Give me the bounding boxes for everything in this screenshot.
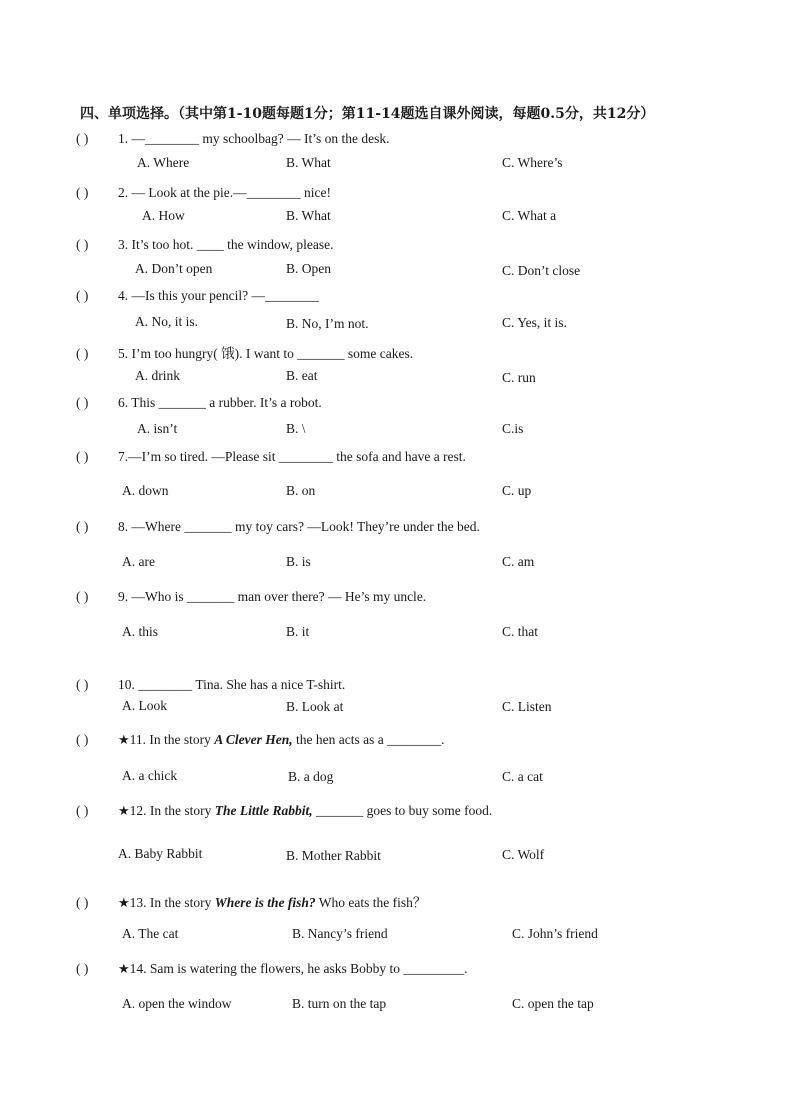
q11-option-b[interactable]: B. a dog bbox=[288, 769, 334, 784]
q2-option-c[interactable]: C. What a bbox=[502, 208, 557, 223]
question-4: ( ) 4. —Is this your pencil? —________ bbox=[76, 288, 319, 303]
q3-option-b[interactable]: B. Open bbox=[286, 261, 331, 276]
q6-option-c[interactable]: C.is bbox=[502, 421, 524, 436]
q6-option-b[interactable]: B. \ bbox=[286, 421, 306, 436]
q4-option-c[interactable]: C. Yes, it is. bbox=[502, 315, 567, 330]
q1-option-b[interactable]: B. What bbox=[286, 155, 331, 170]
section-heading: 四、单项选择。（其中第1-10题每题1分；第11-14题选自课外阅读，每题0.5分，共12分） bbox=[80, 106, 655, 122]
question-11: ( ) ★11. In the story A Clever Hen, the hen acts as a ________. bbox=[76, 732, 445, 748]
q5-option-c[interactable]: C. run bbox=[502, 370, 536, 385]
q9-option-c[interactable]: C. that bbox=[502, 624, 538, 639]
q3-option-c[interactable]: C. Don’t close bbox=[502, 263, 581, 278]
q3-option-a[interactable]: A. Don’t open bbox=[135, 261, 213, 276]
question-2: ( ) 2. — Look at the pie.—________ nice! bbox=[76, 185, 331, 200]
question-13: ( ) ★13. In the story Where is the fish? Who eats the fish？ bbox=[76, 895, 427, 911]
q2-option-b[interactable]: B. What bbox=[286, 208, 331, 223]
q7-option-a[interactable]: A. down bbox=[122, 483, 169, 498]
question-14: ( ) ★14. Sam is watering the flowers, he asks Bobby to _________. bbox=[76, 961, 468, 977]
question-9: ( ) 9. —Who is _______ man over there? — He’s my uncle. bbox=[76, 589, 427, 604]
q10-option-b[interactable]: B. Look at bbox=[286, 699, 344, 714]
q12-option-a[interactable]: A. Baby Rabbit bbox=[118, 846, 203, 861]
q6-option-a[interactable]: A. isn’t bbox=[137, 421, 178, 436]
q4-option-b[interactable]: B. No, I’m not. bbox=[286, 316, 369, 331]
q14-option-c[interactable]: C. open the tap bbox=[512, 996, 594, 1011]
star-icon: ★ bbox=[118, 962, 130, 977]
q1-option-a[interactable]: A. Where bbox=[137, 155, 190, 170]
q10-option-c[interactable]: C. Listen bbox=[502, 699, 552, 714]
q13-option-c[interactable]: C. John’s friend bbox=[512, 926, 598, 941]
q10-option-a[interactable]: A. Look bbox=[122, 698, 167, 713]
star-icon: ★ bbox=[118, 896, 130, 911]
q8-option-b[interactable]: B. is bbox=[286, 554, 311, 569]
question-10: ( ) 10. ________ Tina. She has a nice T-shirt. bbox=[76, 677, 346, 692]
q7-option-b[interactable]: B. on bbox=[286, 483, 316, 498]
q8-option-c[interactable]: C. am bbox=[502, 554, 535, 569]
q13-option-b[interactable]: B. Nancy’s friend bbox=[292, 926, 388, 941]
question-8: ( ) 8. —Where _______ my toy cars? —Look! They’re under the bed. bbox=[76, 519, 480, 534]
star-icon: ★ bbox=[118, 804, 130, 819]
question-1: ( ) 1. —________ my schoolbag? — It’s on the desk. bbox=[76, 131, 390, 146]
question-7: ( ) 7.—I’m so tired. —Please sit ________ the sofa and have a rest. bbox=[76, 449, 466, 464]
q1-option-c[interactable]: C. Where’s bbox=[502, 155, 563, 170]
q11-option-a[interactable]: A. a chick bbox=[122, 768, 178, 783]
q5-option-a[interactable]: A. drink bbox=[135, 368, 180, 383]
q5-option-b[interactable]: B. eat bbox=[286, 368, 318, 383]
q12-option-c[interactable]: C. Wolf bbox=[502, 847, 545, 862]
question-5: ( ) 5. I’m too hungry( 饿). I want to _______ some cakes. bbox=[76, 346, 414, 361]
q4-option-a[interactable]: A. No, it is. bbox=[135, 314, 199, 329]
q9-option-b[interactable]: B. it bbox=[286, 624, 310, 639]
q12-option-b[interactable]: B. Mother Rabbit bbox=[286, 848, 381, 863]
question-12: ( ) ★12. In the story The Little Rabbit, _______ goes to buy some food. bbox=[76, 803, 493, 819]
q8-option-a[interactable]: A. are bbox=[122, 554, 155, 569]
q14-option-b[interactable]: B. turn on the tap bbox=[292, 996, 387, 1011]
star-icon: ★ bbox=[118, 733, 130, 748]
q7-option-c[interactable]: C. up bbox=[502, 483, 532, 498]
question-3: ( ) 3. It’s too hot. ____ the window, please. bbox=[76, 237, 334, 252]
q13-option-a[interactable]: A. The cat bbox=[122, 926, 179, 941]
q2-option-a[interactable]: A. How bbox=[142, 208, 185, 223]
q9-option-a[interactable]: A. this bbox=[122, 624, 159, 639]
q11-option-c[interactable]: C. a cat bbox=[502, 769, 543, 784]
q14-option-a[interactable]: A. open the window bbox=[122, 996, 232, 1011]
question-6: ( ) 6. This _______ a rubber. It’s a robot. bbox=[76, 395, 322, 410]
